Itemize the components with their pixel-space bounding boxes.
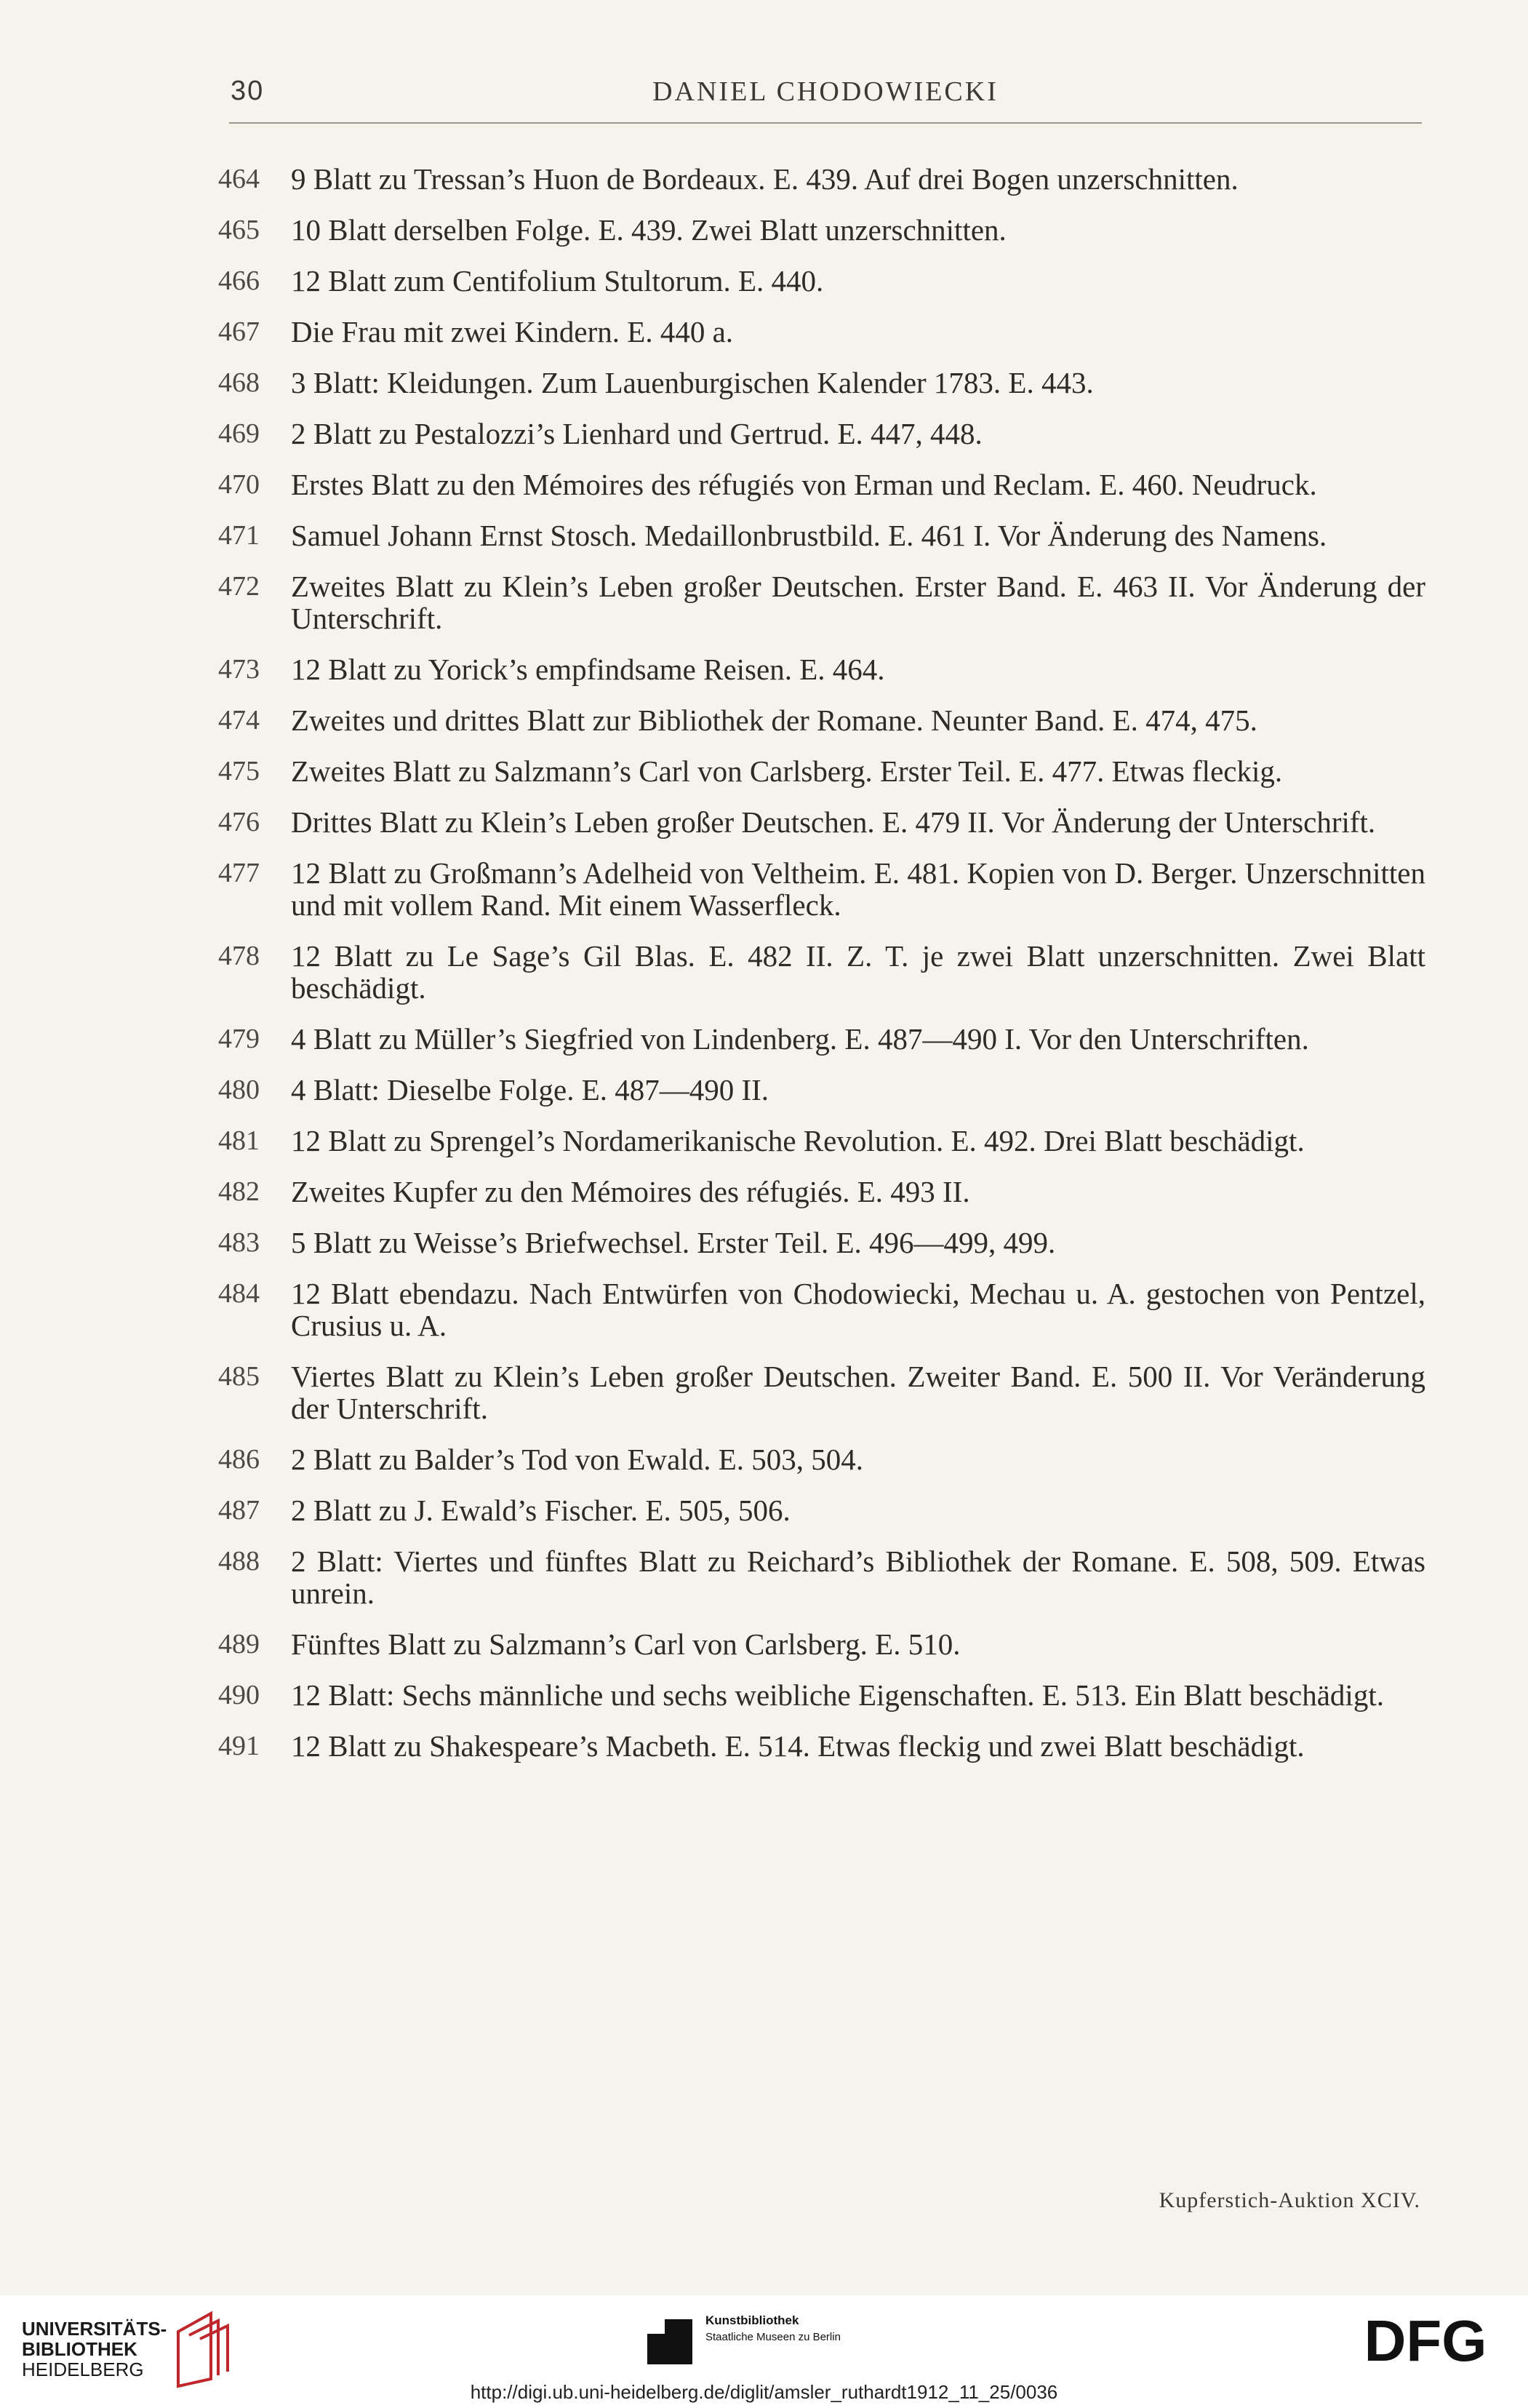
lot-description: 5 Blatt zu Weisse’s Briefwechsel. Erster Teil. E. 496—499, 499. bbox=[291, 1226, 1056, 1259]
lot-description: Die Frau mit zwei Kindern. E. 440 a. bbox=[291, 315, 734, 348]
catalogue-entry bbox=[218, 1545, 1425, 1609]
lot-description: 12 Blatt zu Le Sage’s Gil Blas. E. 482 II. Z. T. je zwei Blatt unzerschnitten. Zwei Blatt beschädigt. bbox=[291, 939, 1425, 1005]
page-number: 30 bbox=[231, 76, 265, 106]
lot-description: 12 Blatt zum Centifolium Stultorum. E. 440. bbox=[291, 264, 824, 298]
catalogue-entry bbox=[218, 1494, 1425, 1526]
lot-description: Zweites und drittes Blatt zur Bibliothek der Romane. Neunter Band. E. 474, 475. bbox=[291, 703, 1257, 737]
lot-number: 480 bbox=[218, 1075, 260, 1105]
lot-description: Fünftes Blatt zu Salzmann’s Carl von Carlsberg. E. 510. bbox=[291, 1627, 961, 1661]
lot-description: Erstes Blatt zu den Mémoires des réfugiés von Erman und Reclam. E. 460. Neudruck. bbox=[291, 468, 1317, 501]
footer-note: Kupferstich-Auktion XCIV. bbox=[1159, 2188, 1420, 2212]
lot-number: 488 bbox=[218, 1546, 260, 1576]
permalink-url[interactable]: http://digi.ub.uni-heidelberg.de/diglit/amsler_ruthardt1912_11_25/0036 bbox=[470, 2381, 1058, 2403]
lot-number: 474 bbox=[218, 705, 260, 735]
lot-description: 12 Blatt ebendazu. Nach Entwürfen von Chodowiecki, Mechau u. A. gestochen von Pentzel, Crusius u. A. bbox=[291, 1277, 1425, 1342]
lot-number: 467 bbox=[218, 316, 260, 347]
lot-number: 485 bbox=[218, 1361, 260, 1392]
catalogue-entry bbox=[218, 316, 1425, 348]
catalogue-entry bbox=[218, 469, 1425, 501]
catalogue-entry bbox=[218, 1360, 1425, 1424]
lot-description: 12 Blatt zu Großmann’s Adelheid von Veltheim. E. 481. Kopien von D. Berger. Unzerschnitten und mit vollem Rand. Mit einem Wasserfleck. bbox=[291, 856, 1425, 922]
lot-description: Zweites Kupfer zu den Mémoires des réfugiés. E. 493 II. bbox=[291, 1175, 970, 1208]
catalogue-entry bbox=[218, 1730, 1425, 1762]
lot-number: 489 bbox=[218, 1629, 260, 1659]
lot-description: 12 Blatt: Sechs männliche und sechs weibliche Eigenschaften. E. 513. Ein Blatt beschädigt. bbox=[291, 1678, 1384, 1712]
lot-number: 478 bbox=[218, 941, 260, 971]
catalogue-entry bbox=[218, 1679, 1425, 1711]
catalogue-entry bbox=[218, 163, 1425, 195]
page-header bbox=[229, 76, 1422, 124]
lot-number: 483 bbox=[218, 1227, 260, 1258]
lot-number: 466 bbox=[218, 266, 260, 296]
lot-number: 464 bbox=[218, 164, 260, 194]
lot-number: 487 bbox=[218, 1495, 260, 1526]
lot-number: 472 bbox=[218, 571, 260, 602]
catalogue-entry bbox=[218, 1074, 1425, 1106]
catalogue-entry bbox=[218, 1125, 1425, 1157]
kunstbibliothek-logo[interactable] bbox=[647, 2306, 909, 2372]
dfg-logo[interactable] bbox=[1349, 2308, 1502, 2374]
catalogue-entry bbox=[218, 1227, 1425, 1259]
catalogue-entry bbox=[218, 653, 1425, 685]
lot-description: 2 Blatt zu J. Ewald’s Fischer. E. 505, 506. bbox=[291, 1494, 791, 1527]
catalogue-entries bbox=[218, 163, 1425, 1781]
catalogue-entry bbox=[218, 1628, 1425, 1660]
lot-number: 486 bbox=[218, 1444, 260, 1475]
lot-number: 470 bbox=[218, 469, 260, 500]
lot-description: 9 Blatt zu Tressan’s Huon de Bordeaux. E. 439. Auf drei Bogen unzerschnitten. bbox=[291, 162, 1239, 196]
catalogue-entry bbox=[218, 755, 1425, 787]
lot-description: Zweites Blatt zu Klein’s Leben großer Deutschen. Erster Band. E. 463 II. Vor Änderung der Unterschrift. bbox=[291, 570, 1425, 635]
lot-number: 465 bbox=[218, 215, 260, 245]
lot-description: 3 Blatt: Kleidungen. Zum Lauenburgischen Kalender 1783. E. 443. bbox=[291, 366, 1094, 399]
lot-description: 2 Blatt zu Balder’s Tod von Ewald. E. 503, 504. bbox=[291, 1443, 864, 1476]
lot-description: 4 Blatt: Dieselbe Folge. E. 487—490 II. bbox=[291, 1073, 769, 1107]
lot-description: 4 Blatt zu Müller’s Siegfried von Lindenberg. E. 487—490 I. Vor den Unterschriften. bbox=[291, 1022, 1309, 1056]
catalogue-entry bbox=[218, 519, 1425, 551]
kunstbibliothek-text: Kunstbibliothek Staatliche Museen zu Berlin bbox=[705, 2313, 841, 2343]
lot-description: 2 Blatt: Viertes und fünftes Blatt zu Reichard’s Bibliothek der Romane. E. 508, 509. Etwas unrein. bbox=[291, 1544, 1425, 1610]
catalogue-entry bbox=[218, 857, 1425, 921]
lot-number: 469 bbox=[218, 418, 260, 449]
lot-description: Samuel Johann Ernst Stosch. Medaillonbrustbild. E. 461 I. Vor Änderung des Namens. bbox=[291, 519, 1327, 552]
lot-number: 479 bbox=[218, 1024, 260, 1054]
ub-heidelberg-mark-icon bbox=[171, 2310, 236, 2390]
lot-description: 12 Blatt zu Shakespeare’s Macbeth. E. 514. Etwas fleckig und zwei Blatt beschädigt. bbox=[291, 1729, 1305, 1763]
lot-description: 2 Blatt zu Pestalozzi’s Lienhard und Gertrud. E. 447, 448. bbox=[291, 417, 983, 450]
lot-number: 471 bbox=[218, 520, 260, 551]
lot-description: 12 Blatt zu Sprengel’s Nordamerikanische Revolution. E. 492. Drei Blatt beschädigt. bbox=[291, 1124, 1305, 1157]
lot-number: 473 bbox=[218, 654, 260, 685]
lot-number: 482 bbox=[218, 1176, 260, 1207]
catalogue-entry bbox=[218, 214, 1425, 246]
catalogue-entry bbox=[218, 1443, 1425, 1475]
catalogue-entry bbox=[218, 940, 1425, 1004]
lot-description: 12 Blatt zu Yorick’s empfindsame Reisen. E. 464. bbox=[291, 653, 885, 686]
running-title: DANIEL CHODOWIECKI bbox=[652, 76, 999, 107]
catalogue-entry bbox=[218, 1023, 1425, 1055]
catalogue-entry bbox=[218, 1176, 1425, 1208]
catalogue-entry bbox=[218, 265, 1425, 297]
lot-number: 491 bbox=[218, 1731, 260, 1761]
catalogue-entry bbox=[218, 418, 1425, 450]
ub-logo-text: UNIVERSITÄTS- BIBLIOTHEK HEIDELBERG bbox=[22, 2318, 167, 2380]
lot-description: Drittes Blatt zu Klein’s Leben großer Deutschen. E. 479 II. Vor Änderung der Unterschrift. bbox=[291, 805, 1376, 839]
lot-description: Zweites Blatt zu Salzmann’s Carl von Carlsberg. Erster Teil. E. 477. Etwas fleckig. bbox=[291, 754, 1283, 788]
catalogue-entry bbox=[218, 367, 1425, 399]
lot-number: 476 bbox=[218, 807, 260, 837]
lot-number: 468 bbox=[218, 367, 260, 398]
dfg-logo-text: DFG bbox=[1364, 2308, 1487, 2373]
lot-number: 477 bbox=[218, 858, 260, 888]
lot-description: 10 Blatt derselben Folge. E. 439. Zwei Blatt unzerschnitten. bbox=[291, 213, 1007, 247]
lot-description: Viertes Blatt zu Klein’s Leben großer Deutschen. Zweiter Band. E. 500 II. Vor Veränderung der Unterschrift. bbox=[291, 1360, 1425, 1425]
kunstbibliothek-mark-icon bbox=[647, 2319, 692, 2364]
catalogue-entry bbox=[218, 570, 1425, 634]
lot-number: 490 bbox=[218, 1680, 260, 1710]
catalogue-entry bbox=[218, 704, 1425, 736]
lot-number: 475 bbox=[218, 756, 260, 786]
catalogue-entry bbox=[218, 806, 1425, 838]
viewer-footer bbox=[0, 2295, 1528, 2408]
catalogue-entry bbox=[218, 1277, 1425, 1341]
lot-number: 481 bbox=[218, 1125, 260, 1156]
lot-number: 484 bbox=[218, 1278, 260, 1309]
